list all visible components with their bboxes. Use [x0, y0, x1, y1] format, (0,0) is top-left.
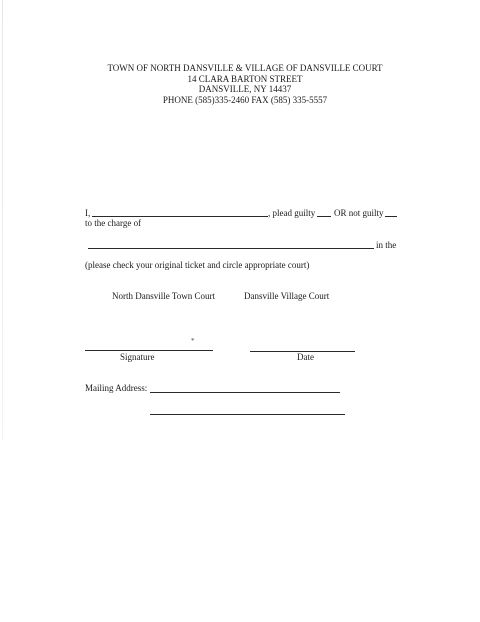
guilty-blank[interactable]: [317, 216, 331, 217]
stray-mark: *: [191, 337, 195, 345]
plead-guilty-label: , plead guilty: [268, 208, 316, 218]
plea-prefix: I,: [85, 208, 91, 218]
court-name: TOWN OF NORTH DANSVILLE & VILLAGE OF DANSVILLE COURT: [107, 63, 383, 73]
in-the-label: in the: [376, 240, 397, 250]
court-contact: PHONE (585)335-2460 FAX (585) 335-5557: [162, 94, 328, 105]
date-label: Date: [297, 352, 314, 362]
court-instruction: (please check your original ticket and circle appropriate court): [85, 260, 310, 270]
not-guilty-blank[interactable]: [385, 216, 397, 217]
charge-label: to the charge of: [85, 218, 142, 228]
village-court-option[interactable]: Dansville Village Court: [244, 291, 330, 301]
mailing-address-line-1[interactable]: [150, 392, 340, 393]
mailing-address-line-2[interactable]: [150, 414, 345, 415]
not-guilty-label: OR not guilty: [334, 208, 384, 218]
mailing-address-label: Mailing Address:: [85, 383, 148, 393]
town-court-option[interactable]: North Dansville Town Court: [112, 291, 215, 301]
court-street: 14 CLARA BARTON STREET: [187, 73, 303, 84]
court-header: [0, 63, 480, 105]
signature-field-line[interactable]: [85, 350, 213, 351]
signature-label: Signature: [120, 352, 155, 362]
name-field-line[interactable]: [92, 216, 268, 217]
charge-field-line[interactable]: [88, 248, 374, 249]
court-city: DANSVILLE, NY 14437: [198, 84, 292, 95]
